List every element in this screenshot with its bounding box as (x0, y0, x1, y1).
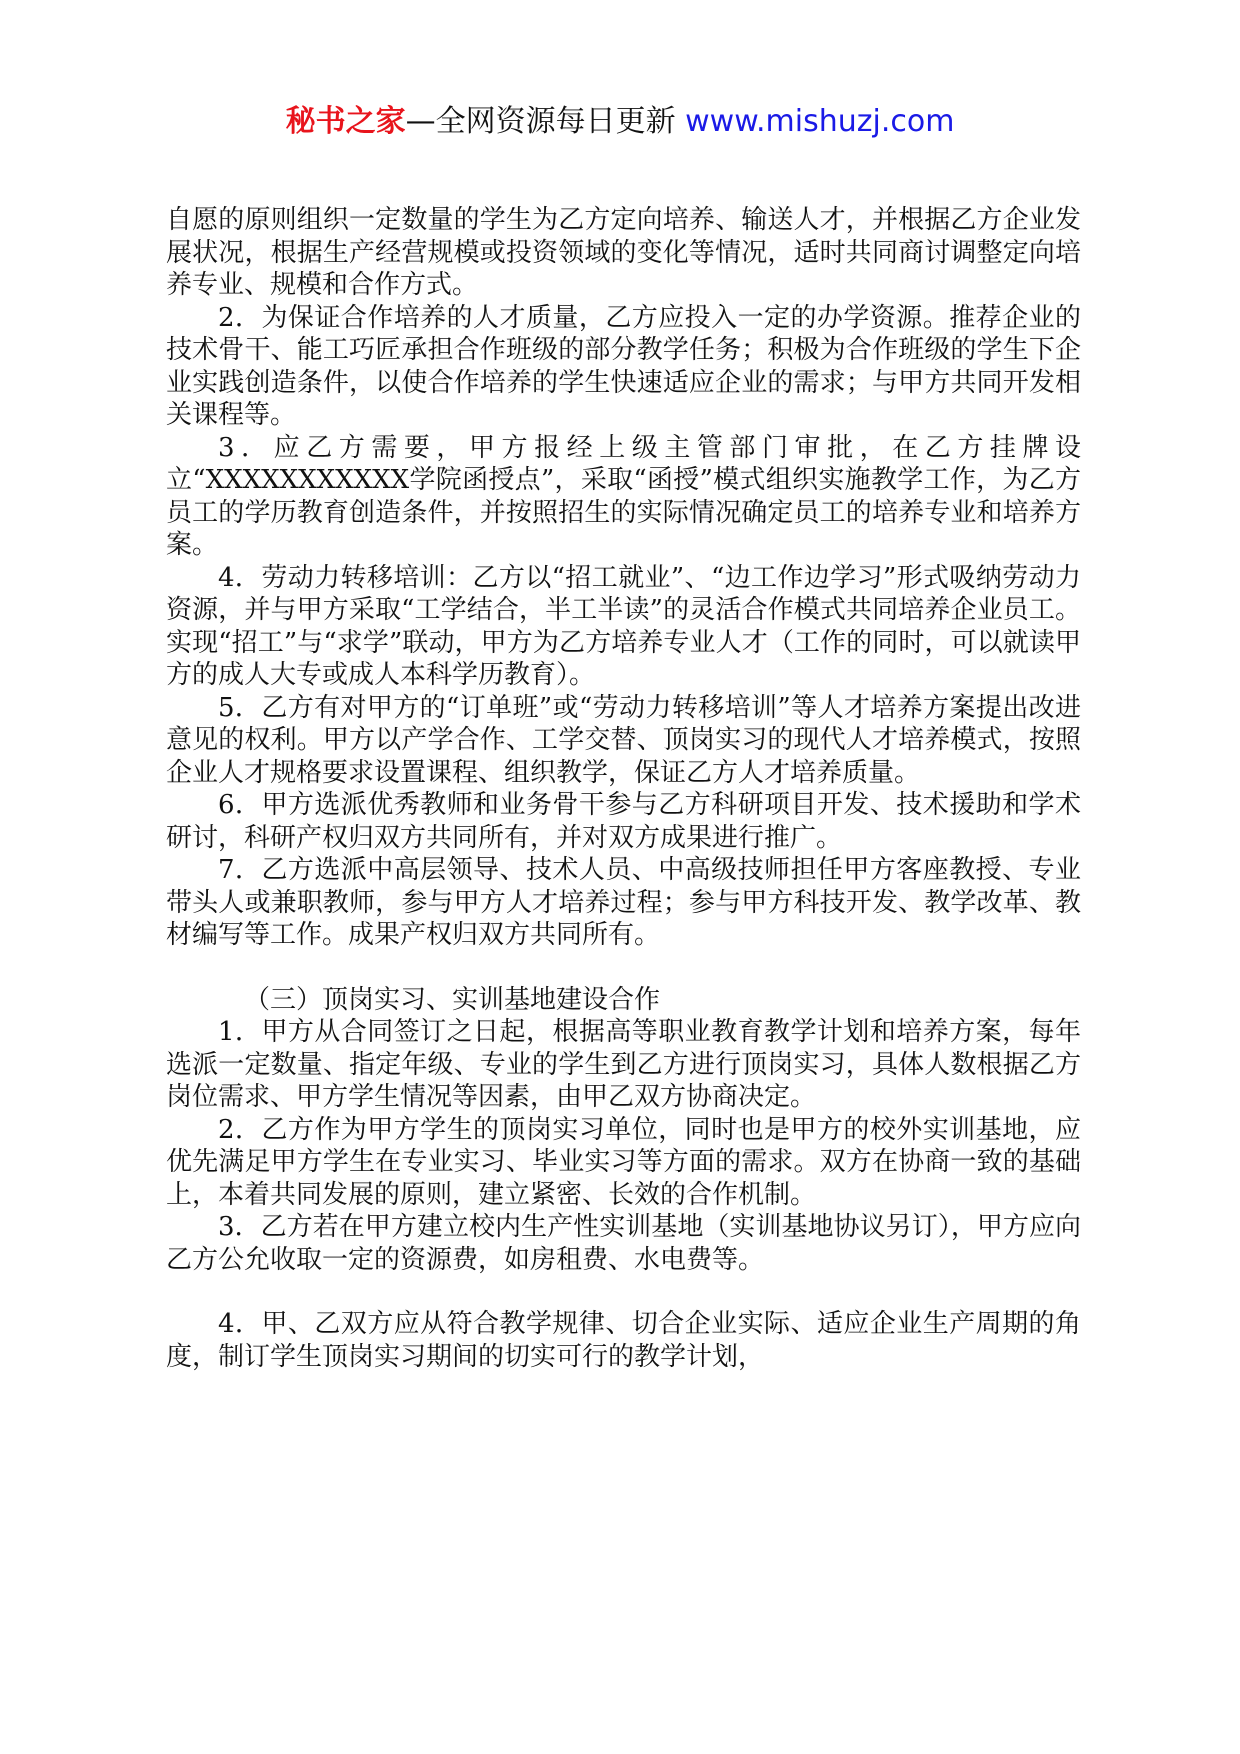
section-item-4: 4．甲、乙双方应从符合教学规律、切合企业实际、适应企业生产周期的角度，制订学生顶岗实习期间的切实可行的教学计划， (166, 1309, 1081, 1372)
paragraph-item-7: 7．乙方选派中高层领导、技术人员、中高级技师担任甲方客座教授、专业带头人或兼职教师，参与甲方人才培养过程；参与甲方科技开发、教学改革、教材编写等工作。成果产权归双方共同所有。 (166, 855, 1081, 950)
site-header (0, 100, 1240, 144)
document-body (166, 204, 1081, 1373)
paragraph-item-6: 6．甲方选派优秀教师和业务骨干参与乙方科研项目开发、技术援助和学术研讨，科研产权归双方共同所有，并对双方成果进行推广。 (166, 790, 1081, 853)
site-slogan: —全网资源每日更新 (405, 104, 676, 139)
site-url-link[interactable]: www.mishuzj.com (685, 104, 955, 139)
paragraph-item-3: 3．应乙方需要，甲方报经上级主管部门审批，在乙方挂牌设立“XXXXXXXXXXX学院函授点”，采取“函授”模式组织实施教学工作，为乙方员工的学历教育创造条件，并按照招生的实际情况确定员工的培养专业和培养方案。 (166, 432, 1081, 560)
paragraph-item-2: 2．为保证合作培养的人才质量，乙方应投入一定的办学资源。推荐企业的技术骨干、能工巧匠承担合作班级的部分教学任务；积极为合作班级的学生下企业实践创造条件，以使合作培养的学生快速适应企业的需求；与甲方共同开发相关课程等。 (166, 302, 1081, 430)
section-item-2: 2．乙方作为甲方学生的顶岗实习单位，同时也是甲方的校外实训基地，应优先满足甲方学生在专业实习、毕业实习等方面的需求。双方在协商一致的基础上，本着共同发展的原则，建立紧密、长效的合作机制。 (166, 1114, 1081, 1210)
paragraph-item-5: 5．乙方有对甲方的“订单班”或“劳动力转移培训”等人才培养方案提出改进意见的权利。甲方以产学合作、工学交替、顶岗实习的现代人才培养模式，按照企业人才规格要求设置课程、组织教学，保证乙方人才培养质量。 (166, 692, 1081, 788)
paragraph-item-4: 4．劳动力转移培训：乙方以“招工就业”、“边工作边学习”形式吸纳劳动力资源，并与甲方采取“工学结合，半工半读”的灵活合作模式共同培养企业员工。实现“招工”与“求学”联动，甲方为乙方培养专业人才（工作的同时，可以就读甲方的成人大专或成人本科学历教育）。 (166, 562, 1081, 690)
section-item-1: 1．甲方从合同签订之日起，根据高等职业教育教学计划和培养方案，每年选派一定数量、指定年级、专业的学生到乙方进行顶岗实习，具体人数根据乙方岗位需求、甲方学生情况等因素，由甲乙双方协商决定。 (166, 1017, 1081, 1112)
paragraph-continued: 自愿的原则组织一定数量的学生为乙方定向培养、输送人才，并根据乙方企业发展状况，根据生产经营规模或投资领域的变化等情况，适时共同商讨调整定向培养专业、规模和合作方式。 (166, 205, 1081, 300)
section-item-3: 3．乙方若在甲方建立校内生产性实训基地（实训基地协议另订），甲方应向乙方公允收取一定的资源费，如房租费、水电费等。 (166, 1212, 1081, 1275)
site-brand: 秘书之家 (285, 104, 406, 139)
section-heading: （三）顶岗实习、实训基地建设合作 (244, 984, 661, 1015)
